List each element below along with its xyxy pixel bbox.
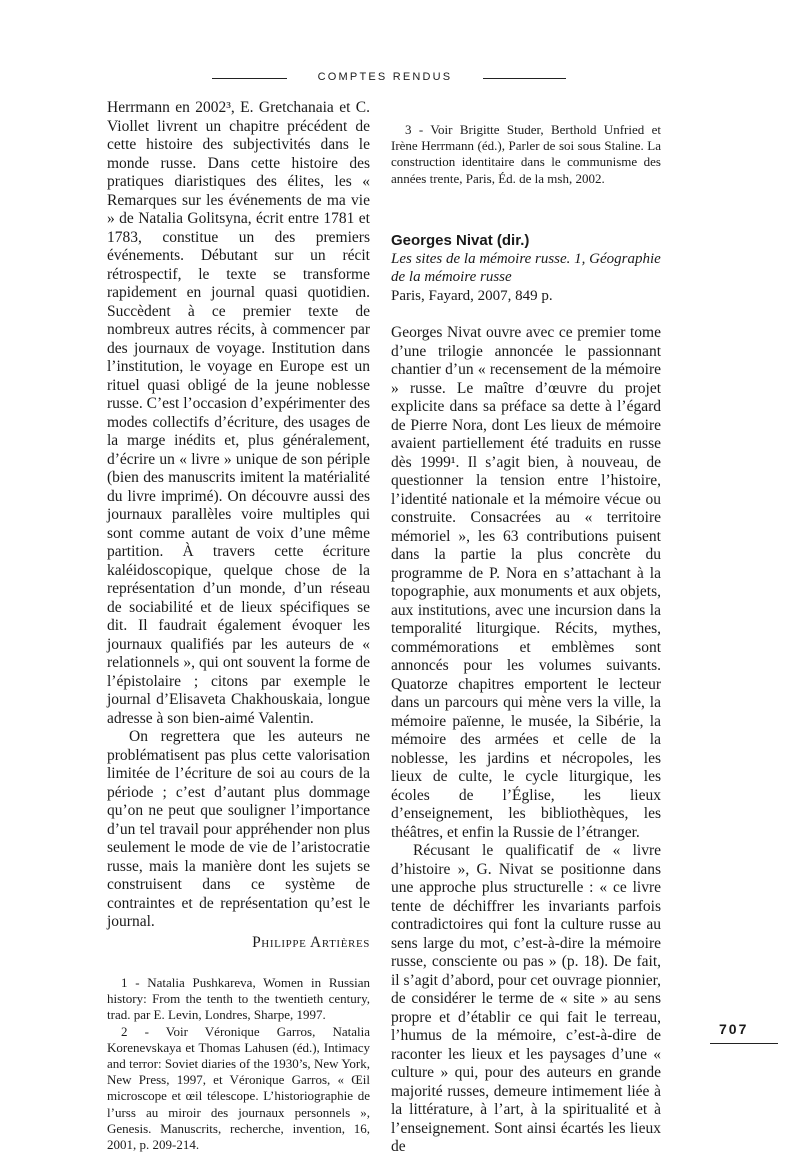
footnote: 2 - Voir Véronique Garros, Natalia Korenevskaya et Thomas Lahusen (éd.), Intimacy and terror: Soviet diaries of the 1930’s, New York, New Press, 1997, et Véronique Garros, « Œil microscope et œil télescope. L’historiographie de l’urss au miroir des journaux personnels », Genesis. Manuscrits, recherche, invention, 16, 2001, p. 209-214. [107,1023,370,1153]
running-head: COMPTES RENDUS [317,71,453,83]
footnotes [107,975,370,1153]
review-heading [391,231,661,306]
header-rule-left [212,78,287,79]
header-rule-right [483,78,566,79]
left-column [107,99,370,1153]
page-number: 707 [719,1021,749,1037]
body-paragraph: Récusant le qualificatif de « livre d’histoire », G. Nivat se positionne dans une approche plus structurelle : « ce livre tente de déchiffrer les invariants parfois contradictoires qui font la culture russe au sens large du mot, c’est-à-dire la mémoire russe, consciente ou pas » (p. 18). De fait, il s’agit d’abord, pour cet ouvrage pionnier, de considérer le terme de « site » au sens propre et d’établir ce qui fait le terreau, l’humus de la mémoire, c’est-à-dire de raconter les lieux et les paysages d’une « culture » qui, pour des auteurs en grande majorité russes, demeure intimement liée à la littérature, à l’art, à la spiritualité et à l’enseignement. Sont ainsi écartés les lieux de [391,842,661,1156]
body-paragraph: On regrettera que les auteurs ne problématisent pas plus cette valorisation limitée de l’écriture de soi au cours de la période ; c’est d’autant plus dommage qu’on ne peut que souligner l’importance d’un tel travail pour appréhender non plus seulement le mode de vie de l’aristocratie russe, mais la manière dont les sujets se construisent dans ce système de contraintes et de représentation qu’est le journal. [107,728,370,930]
review-body [391,324,661,1157]
footnote: 3 - Voir Brigitte Studer, Berthold Unfried et Irène Herrmann (éd.), Parler de soi sous Staline. La construction identitaire dans le communisme des années trente, Paris, Éd. de la msh, 2002. [391,122,661,186]
review-title: Les sites de la mémoire russe. 1, Géographie de la mémoire russe [391,250,661,286]
footnote: 1 - Natalia Pushkareva, Women in Russian history: From the tenth to the twentieth century, trad. par E. Levin, Londres, Sharpe, 1997. [107,975,370,1023]
review-author: Georges Nivat (dir.) [391,231,530,249]
page-number-rule [710,1043,778,1044]
review-signature: Philippe Artières [252,933,370,951]
footnotes-continued [391,122,661,187]
body-paragraph: Herrmann en 2002³, E. Gretchanaia et C. Viollet livrent un chapitre précédent de cette histoire des subjectivités dans le monde russe. Dans cette histoire des pratiques diaristiques des élites, les « Remarques sur les événements de ma vie » de Natalia Golitsyna, écrit entre 1781 et 1783, constitue un des premiers événements. Débutant sur un récit rétrospectif, le texte se transforme rapidement en journal quasi quotidien. Succèdent à ce premier texte de nombreux autres récits, à commencer par des journaux de voyage. Institution dans l’institution, le voyage en Europe est un rituel quasi obligé de la jeune noblesse russe. C’est l’occasion d’expérimenter des modes collectifs d’écriture, des usages de la marge inédits et, plus généralement, d’écrire un « livre » unique de son périple (bien des manuscrits imitent la matérialité du livre imprimé). On découvre aussi des journaux parallèles voire multiples qui sont comme autant de voix d’une même partition. À travers cette écriture kaléidoscopique, quelque chose de la représentation d’un monde, d’un réseau de sociabilité et de lieux spécifiques se dit. Il faudrait également évoquer les journaux qualifiés par les auteurs de « relationnels », qui ont souvent la forme de l’épistolaire ; citons par exemple le journal d’Elisaveta Chakhouskaia, longue adresse à son bien-aimé Valentin. [107,99,370,727]
right-column [391,99,661,1157]
body-paragraph: Georges Nivat ouvre avec ce premier tome d’une trilogie annoncée le passionnant chantier d’un « recensement de la mémoire » russe. Le maître d’œuvre du projet explicite dans sa préface sa dette à l’égard de Pierre Nora, dont Les lieux de mémoire avaient partiellement été traduits en russe dès 1999¹. Il s’agit bien, à nouveau, de questionner la tension entre l’histoire, l’identité nationale et la mémoire vécue ou construite. Consacrées au « territoire mémoriel », les 63 contributions puisent dans la partie la plus concrète du programme de P. Nora en s’attachant à la topographie, aux monuments et aux objets, aux institutions, avec une incursion dans la temporalité liturgique. Récits, mythes, commémorations et emblèmes sont annoncés pour les volumes suivants. Quatorze chapitres emportent le lecteur dans un parcours qui mène vers la ville, la mémoire païenne, le musée, la Sibérie, la mémoire des armées et celle de la noblesse, les jardins et nécropoles, les lieux de culte, le cycle liturgique, les écoles de l’Église, les lieux d’enseignement, les bibliothèques, les théâtres, et enfin la Russie de l’étranger. [391,324,661,841]
review-publisher: Paris, Fayard, 2007, 849 p. [391,287,553,304]
